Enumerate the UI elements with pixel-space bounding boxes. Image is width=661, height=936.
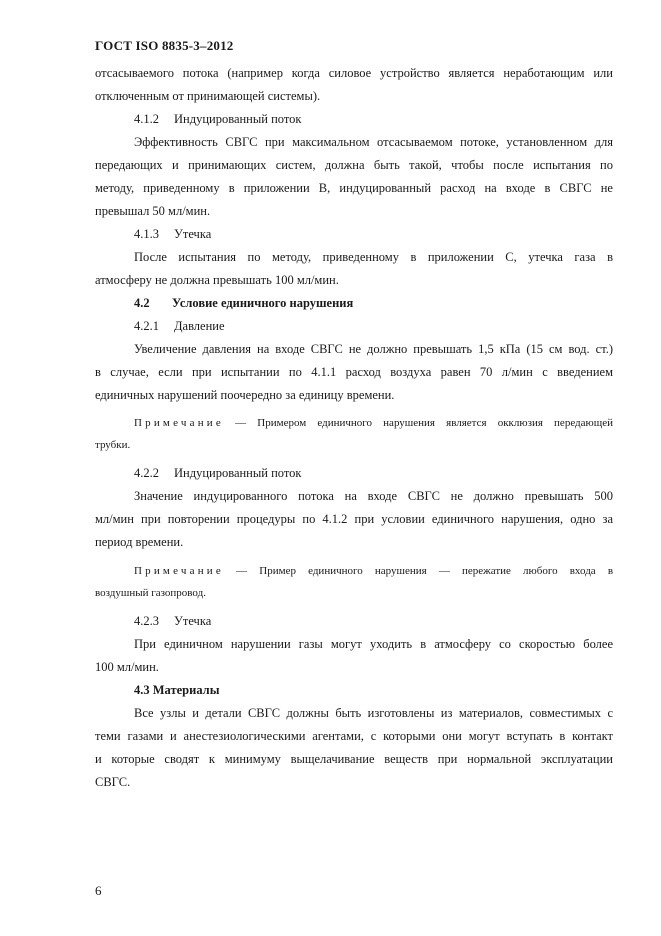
paragraph-line: Все узлы и детали СВГС должны быть изготовлены из материалов, совместимых с — [134, 706, 613, 720]
paragraph-line: Значение индуцированного потока на входе СВГС не должно превышать 500 — [134, 489, 613, 503]
section-heading-4-1-3 — [134, 226, 211, 242]
paragraph-line: 100 мл/мин. — [95, 660, 159, 674]
paragraph-line: превышал 50 мл/мин. — [95, 204, 211, 218]
section-title: Индуцированный поток — [174, 112, 302, 126]
section-heading-4-2 — [134, 295, 353, 311]
paragraph-line: атмосферу не должна превышать 100 мл/мин. — [95, 273, 339, 287]
paragraph-line: и которые сводят к минимуму выщелачивание веществ при нормальной эксплуатации — [95, 752, 613, 766]
section-number: 4.2.3 — [134, 614, 159, 628]
document-header: ГОСТ ISO 8835-3–2012 — [95, 38, 234, 53]
section-heading-4-2-2 — [134, 465, 301, 481]
paragraph-line: теми газами и анестезиологическими агентами, с которыми они могут вступать в контакт — [95, 729, 613, 743]
paragraph-line: в случае, если при испытании по 4.1.1 расход воздуха равен 70 л/мин с введением — [95, 365, 613, 379]
section-number: 4.1.3 — [134, 227, 159, 241]
paragraph-line: При единичном нарушении газы могут уходить в атмосферу со скоростью более — [134, 637, 613, 651]
page-number: 6 — [95, 883, 102, 898]
note-label: Примечание — [134, 417, 224, 429]
paragraph-line: После испытания по методу, приведенному в приложении С, утечка газа в — [134, 250, 613, 264]
paragraph-line: единичных нарушений поочередно за единицу времени. — [95, 388, 395, 402]
section-heading-4-2-1 — [134, 318, 225, 334]
note-line: трубки. — [95, 439, 131, 451]
section-heading-4-3: 4.3 Материалы — [134, 683, 220, 697]
section-number: 4.2.2 — [134, 466, 159, 480]
paragraph-line: передающих и принимающих систем, должна быть такой, чтобы после испытания по — [95, 158, 613, 172]
section-title: Давление — [174, 319, 225, 333]
section-heading-4-2-3 — [134, 613, 211, 629]
section-title: Условие единичного нарушения — [172, 296, 354, 310]
section-number: 4.2 — [134, 296, 150, 310]
paragraph-line: отключенным от принимающей системы). — [95, 89, 321, 103]
paragraph-line: мл/мин при повторении процедуры по 4.1.2 при условии единичного нарушения, одно за — [95, 512, 613, 526]
section-title: Утечка — [174, 227, 212, 241]
section-heading-4-1-2 — [134, 111, 301, 127]
paragraph-line: Эффективность СВГС при максимальном отсасываемом потоке, установленном для — [134, 135, 613, 149]
paragraph-line: Увеличение давления на входе СВГС не должно превышать 1,5 кПа (15 см вод. ст.) — [134, 342, 613, 356]
paragraph-line: методу, приведенному в приложении В, индуцированный расход на входе в СВГС не — [95, 181, 613, 195]
section-number: 4.1.2 — [134, 112, 159, 126]
section-number: 4.2.1 — [134, 319, 159, 333]
note-line — [134, 415, 613, 431]
paragraph-line: отсасываемого потока (например когда силовое устройство является неработающим или — [95, 66, 613, 80]
section-title: Утечка — [174, 614, 212, 628]
note-text: — Пример единичного нарушения — пережатие любого входа в — [236, 565, 614, 577]
paragraph-line: СВГС. — [95, 775, 131, 789]
paragraph-line: период времени. — [95, 535, 184, 549]
note-label: Примечание — [134, 565, 224, 577]
note-line — [134, 563, 613, 579]
note-text: — Примером единичного нарушения является окклюзия передающей — [235, 417, 613, 429]
note-line: воздушный газопровод. — [95, 587, 206, 599]
section-title: Индуцированный поток — [174, 466, 302, 480]
